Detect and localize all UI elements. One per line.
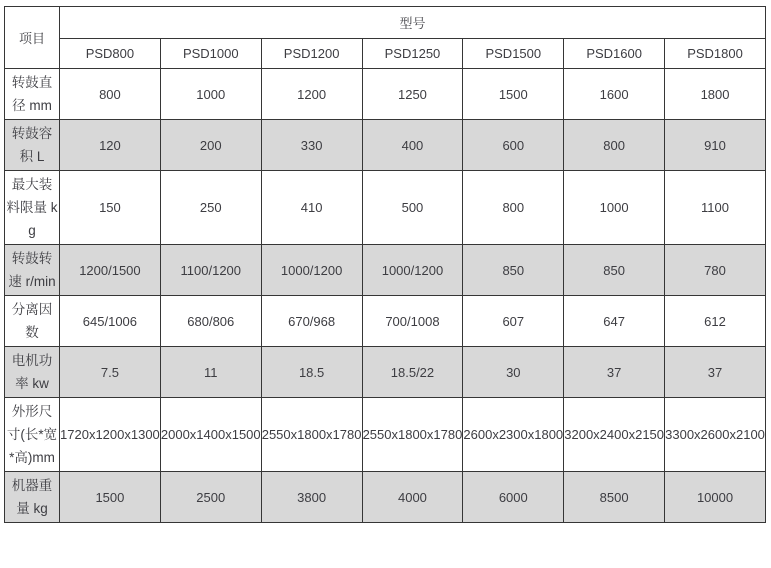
value-cell: 6000 [463, 472, 564, 523]
model-header-cell: PSD1800 [665, 39, 766, 69]
group-header-row [5, 7, 766, 39]
row-label-cell: 分离因数 [5, 296, 60, 347]
value-cell: 1500 [60, 472, 161, 523]
value-cell: 410 [261, 171, 362, 245]
value-cell: 8500 [564, 472, 665, 523]
row-label-cell: 转鼓容积 L [5, 120, 60, 171]
value-cell: 7.5 [60, 347, 161, 398]
table-row [5, 398, 766, 472]
value-cell: 37 [665, 347, 766, 398]
value-cell: 11 [160, 347, 261, 398]
table-row [5, 347, 766, 398]
model-header-cell: PSD1000 [160, 39, 261, 69]
value-cell: 3800 [261, 472, 362, 523]
value-cell: 2550x1800x1780 [362, 398, 463, 472]
row-label-cell: 机器重量 kg [5, 472, 60, 523]
value-cell: 1000 [564, 171, 665, 245]
items-corner-header: 项目 [5, 7, 60, 69]
product-spec-table [4, 6, 766, 523]
table-row [5, 296, 766, 347]
value-cell: 2000x1400x1500 [160, 398, 261, 472]
value-cell: 1100/1200 [160, 245, 261, 296]
table-row [5, 245, 766, 296]
model-group-header: 型号 [60, 7, 766, 39]
value-cell: 1200 [261, 69, 362, 120]
table-row [5, 472, 766, 523]
value-cell: 200 [160, 120, 261, 171]
value-cell: 850 [564, 245, 665, 296]
value-cell: 10000 [665, 472, 766, 523]
value-cell: 2600x2300x1800 [463, 398, 564, 472]
value-cell: 800 [60, 69, 161, 120]
value-cell: 1500 [463, 69, 564, 120]
value-cell: 680/806 [160, 296, 261, 347]
value-cell: 1720x1200x1300 [60, 398, 161, 472]
value-cell: 1800 [665, 69, 766, 120]
row-label-cell: 转鼓转速 r/min [5, 245, 60, 296]
value-cell: 1250 [362, 69, 463, 120]
value-cell: 1000/1200 [362, 245, 463, 296]
value-cell: 800 [463, 171, 564, 245]
model-header-cell: PSD1600 [564, 39, 665, 69]
value-cell: 330 [261, 120, 362, 171]
value-cell: 780 [665, 245, 766, 296]
value-cell: 670/968 [261, 296, 362, 347]
value-cell: 18.5 [261, 347, 362, 398]
row-label-cell: 电机功率 kw [5, 347, 60, 398]
table-row [5, 171, 766, 245]
value-cell: 700/1008 [362, 296, 463, 347]
value-cell: 1000 [160, 69, 261, 120]
value-cell: 30 [463, 347, 564, 398]
value-cell: 4000 [362, 472, 463, 523]
value-cell: 150 [60, 171, 161, 245]
value-cell: 1600 [564, 69, 665, 120]
value-cell: 600 [463, 120, 564, 171]
value-cell: 500 [362, 171, 463, 245]
value-cell: 1100 [665, 171, 766, 245]
value-cell: 37 [564, 347, 665, 398]
value-cell: 400 [362, 120, 463, 171]
value-cell: 645/1006 [60, 296, 161, 347]
value-cell: 612 [665, 296, 766, 347]
model-header-cell: PSD1500 [463, 39, 564, 69]
value-cell: 850 [463, 245, 564, 296]
value-cell: 2550x1800x1780 [261, 398, 362, 472]
value-cell: 1000/1200 [261, 245, 362, 296]
value-cell: 120 [60, 120, 161, 171]
model-header-cell: PSD1200 [261, 39, 362, 69]
value-cell: 3300x2600x2100 [665, 398, 766, 472]
value-cell: 800 [564, 120, 665, 171]
row-label-cell: 外形尺寸(长*宽*高)mm [5, 398, 60, 472]
table-row [5, 69, 766, 120]
value-cell: 1200/1500 [60, 245, 161, 296]
value-cell: 607 [463, 296, 564, 347]
value-cell: 250 [160, 171, 261, 245]
model-header-row [5, 39, 766, 69]
model-header-cell: PSD800 [60, 39, 161, 69]
value-cell: 2500 [160, 472, 261, 523]
row-label-cell: 转鼓直径 mm [5, 69, 60, 120]
value-cell: 3200x2400x2150 [564, 398, 665, 472]
value-cell: 647 [564, 296, 665, 347]
value-cell: 910 [665, 120, 766, 171]
table-row [5, 120, 766, 171]
model-header-cell: PSD1250 [362, 39, 463, 69]
row-label-cell: 最大装料限量 kg [5, 171, 60, 245]
value-cell: 18.5/22 [362, 347, 463, 398]
